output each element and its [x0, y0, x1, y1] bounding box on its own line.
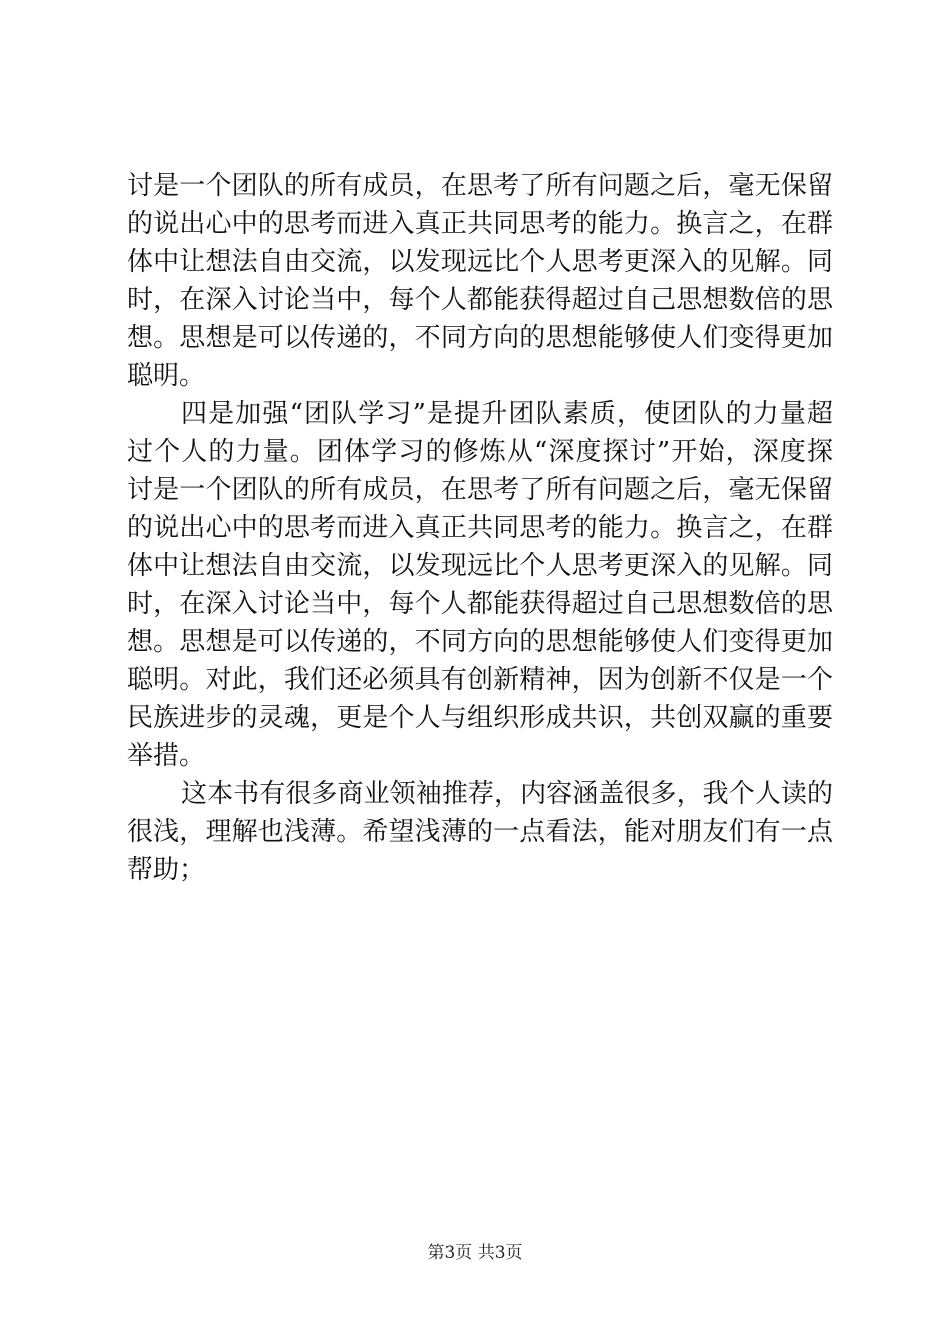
- text-line: 体中让想法自由交流，以发现远比个人思考更深入的见解。同: [127, 247, 833, 277]
- text-line: 的说出心中的思考而进入真正共同思考的能力。换言之，在群: [127, 209, 833, 239]
- text-line: 时，在深入讨论当中，每个人都能获得超过自己思想数倍的思: [127, 589, 833, 619]
- text-line: 很浅，理解也浅薄。希望浅薄的一点看法，能对朋友们有一点: [127, 817, 833, 847]
- text-line: 讨是一个团队的所有成员，在思考了所有问题之后，毫无保留: [127, 475, 833, 505]
- text-line: 体中让想法自由交流，以发现远比个人思考更深入的见解。同: [127, 551, 833, 581]
- paragraph-2: [127, 395, 833, 775]
- text-line: 这本书有很多商业领袖推荐，内容涵盖很多，我个人读的: [181, 779, 833, 809]
- text-line: 四是加强“团队学习”是提升团队素质，使团队的力量超: [181, 399, 833, 429]
- text-line: 过个人的力量。团体学习的修炼从“深度探讨”开始，深度探: [127, 437, 833, 467]
- text-line: 讨是一个团队的所有成员，在思考了所有问题之后，毫无保留: [127, 171, 833, 201]
- paragraph-3: [127, 775, 833, 889]
- document-body: [127, 167, 833, 889]
- page-footer: [0, 1242, 950, 1264]
- page-number-label: 第3页 共3页: [427, 1243, 523, 1263]
- text-line: 举措。: [127, 741, 206, 771]
- text-line: 聪明。对此，我们还必须具有创新精神，因为创新不仅是一个: [127, 665, 833, 695]
- text-line: 想。思想是可以传递的，不同方向的思想能够使人们变得更加: [127, 323, 833, 353]
- text-line: 想。思想是可以传递的，不同方向的思想能够使人们变得更加: [127, 627, 833, 657]
- text-line: 帮助；: [127, 855, 206, 885]
- paragraph-1: [127, 167, 833, 395]
- text-line: 的说出心中的思考而进入真正共同思考的能力。换言之，在群: [127, 513, 833, 543]
- text-line: 时，在深入讨论当中，每个人都能获得超过自己思想数倍的思: [127, 285, 833, 315]
- text-line: 民族进步的灵魂，更是个人与组织形成共识，共创双赢的重要: [127, 703, 833, 733]
- text-line: 聪明。: [127, 361, 206, 391]
